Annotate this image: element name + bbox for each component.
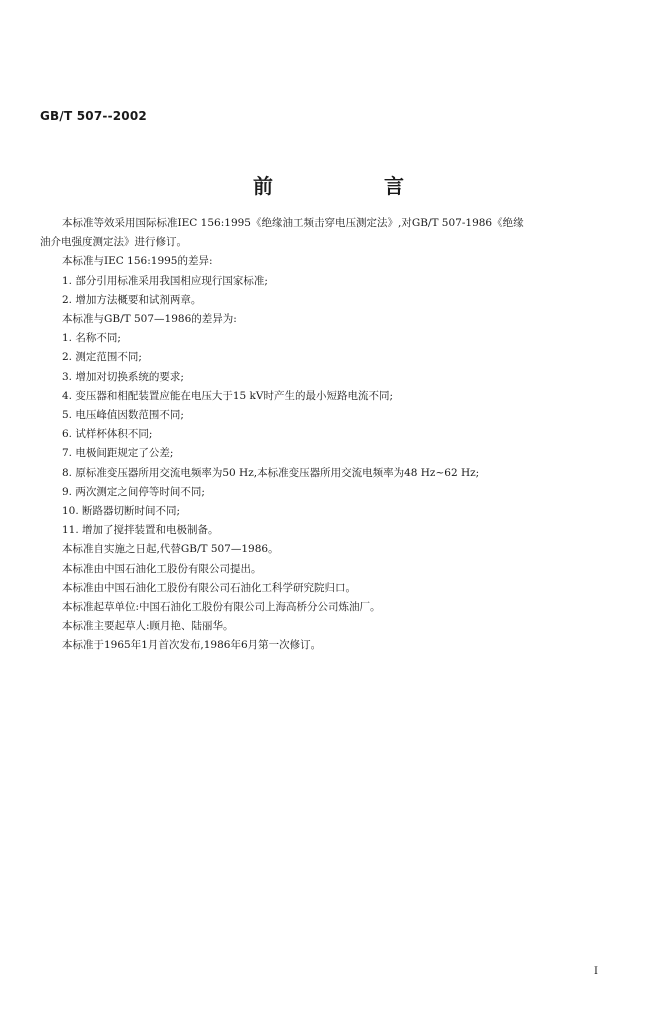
paragraph-history: 本标准于1965年1月首次发布,1986年6月第一次修订。 <box>62 639 322 652</box>
paragraph-gbt-differences: 本标准与GB/T 507—1986的差异为: <box>62 313 237 326</box>
list-item: 1. 部分引用标准采用我国相应现行国家标准; <box>62 274 268 287</box>
page-number: I <box>594 966 598 977</box>
paragraph-proposer: 本标准由中国石油化工股份有限公司提出。 <box>62 562 262 575</box>
paragraph-drafters: 本标准主要起草人:顾月艳、陆丽华。 <box>62 620 234 633</box>
list-item: 10. 断路器切断时间不同; <box>62 505 181 518</box>
paragraph-drafting-unit: 本标准起草单位:中国石油化工股份有限公司上海高桥分公司炼油厂。 <box>62 601 381 614</box>
list-item: 3. 增加对切换系统的要求; <box>62 370 184 383</box>
list-item: 6. 试样杯体积不同; <box>62 428 153 441</box>
list-item: 4. 变压器和相配装置应能在电压大于15 kV时产生的最小短路电流不同; <box>62 389 394 402</box>
list-item: 7. 电极间距规定了公差; <box>62 447 174 460</box>
page-title: 前 言 <box>253 174 456 198</box>
foreword-body <box>40 214 630 656</box>
paragraph-intro: 本标准等效采用国际标准IEC 156:1995《绝缘油工频击穿电压测定法》,对GB/T 507-1986《绝缘 <box>62 217 524 229</box>
list-item: 2. 增加方法概要和试剂两章。 <box>62 293 202 306</box>
list-item: 2. 测定范围不同; <box>62 351 142 364</box>
list-item: 9. 两次测定之间停等时间不同; <box>62 485 205 498</box>
paragraph-administrator: 本标准由中国石油化工股份有限公司石油化工科学研究院归口。 <box>62 581 356 594</box>
paragraph-intro-continued: 油介电强度测定法》进行修订。 <box>40 236 187 249</box>
list-item: 11. 增加了搅拌装置和电极制备。 <box>62 524 219 537</box>
list-item: 1. 名称不同; <box>62 332 121 345</box>
list-item: 5. 电压峰值因数范围不同; <box>62 409 184 422</box>
list-item: 8. 原标准变压器所用交流电频率为50 Hz,本标准变压器所用交流电频率为48 Hz~62 Hz; <box>62 466 480 479</box>
standard-code-header: GB/T 507--2002 <box>40 109 147 123</box>
paragraph-iec-differences: 本标准与IEC 156:1995的差异: <box>62 255 213 268</box>
paragraph-replacement: 本标准自实施之日起,代替GB/T 507—1986。 <box>62 543 279 556</box>
